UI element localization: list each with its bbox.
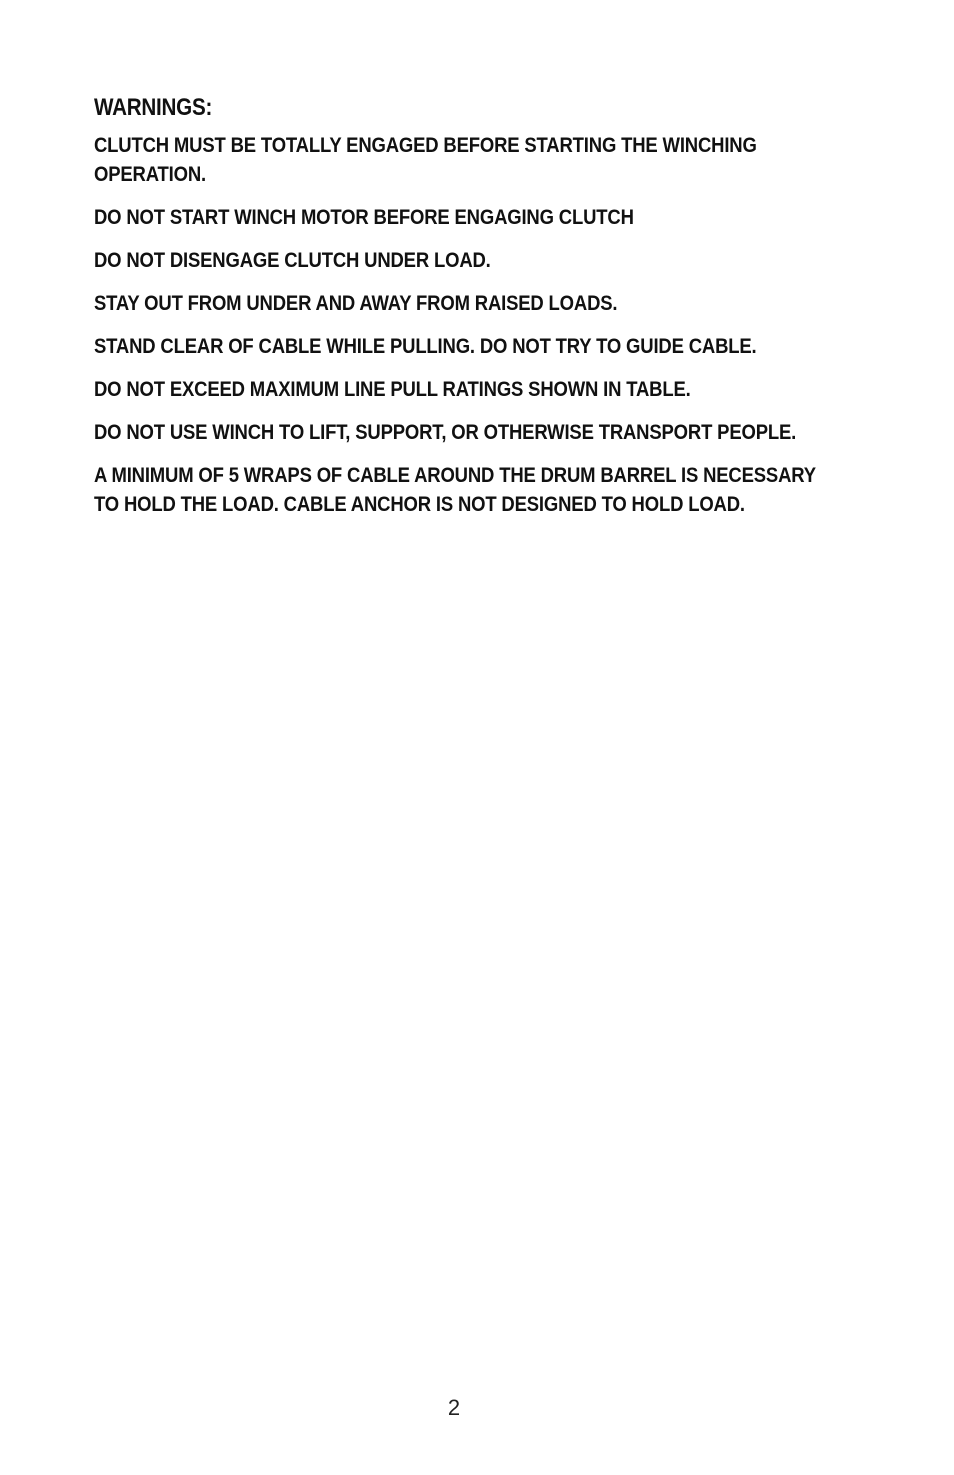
warning-line-pull-ratings: DO NOT EXCEED MAXIMUM LINE PULL RATINGS SHOWN IN TABLE. bbox=[94, 377, 691, 401]
page-number: 2 bbox=[447, 1395, 461, 1420]
warnings-section bbox=[94, 93, 834, 533]
warning-stand-clear: STAND CLEAR OF CABLE WHILE PULLING. DO NOT TRY TO GUIDE CABLE. bbox=[94, 334, 757, 358]
warnings-list bbox=[94, 131, 834, 519]
warnings-heading: WARNINGS: bbox=[94, 94, 213, 121]
warning-raised-loads: STAY OUT FROM UNDER AND AWAY FROM RAISED LOADS. bbox=[94, 291, 618, 315]
warning-motor-start: DO NOT START WINCH MOTOR BEFORE ENGAGING CLUTCH bbox=[94, 205, 634, 229]
warning-transport-people: DO NOT USE WINCH TO LIFT, SUPPORT, OR OTHERWISE TRANSPORT PEOPLE. bbox=[94, 420, 797, 444]
warning-disengage-clutch: DO NOT DISENGAGE CLUTCH UNDER LOAD. bbox=[94, 248, 491, 272]
warning-cable-wraps: A MINIMUM OF 5 WRAPS OF CABLE AROUND THE DRUM BARREL IS NECESSARY TO HOLD THE LOAD. CABLE ANCHOR IS NOT DESIGNED TO HOLD LOAD. bbox=[94, 463, 816, 516]
warning-clutch-engaged: CLUTCH MUST BE TOTALLY ENGAGED BEFORE STARTING THE WINCHING OPERATION. bbox=[94, 133, 757, 186]
